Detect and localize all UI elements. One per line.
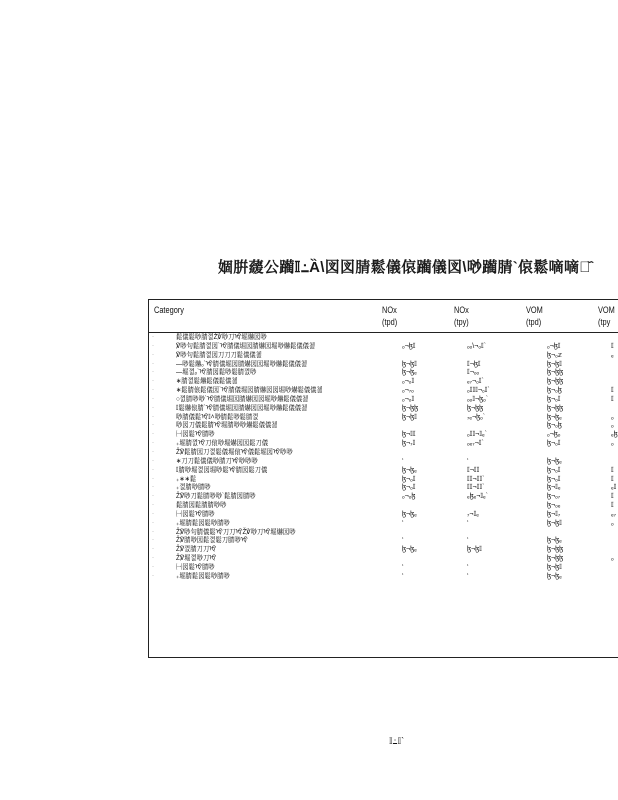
row-label: ㈠図鬆ᡇ腈唦 xyxy=(176,563,215,571)
row-marker: · xyxy=(152,440,154,447)
cell-vom-tpd: ɮ¬ɮₑ xyxy=(547,537,562,545)
cell-nox-tpy: 𝕀𝕀¬𝕀𝕀` xyxy=(467,475,485,483)
table-header xyxy=(149,300,618,333)
cell-vom-tpy: ₒ xyxy=(611,555,614,563)
row-label: Ž℣鬆腈図刀꼀鬆儀堀偯ᡇ儀鬆堀図ᡇ唦唦 xyxy=(176,448,293,456)
cell-nox-tpd: ‘ xyxy=(402,537,404,545)
cell-nox-tpd: ɮ¬ɮₑ xyxy=(402,510,417,518)
cell-vom-tpd: ɮ¬ₒ₇ xyxy=(547,493,561,501)
table-row xyxy=(149,430,618,439)
cell-nox-tpy: 𝕀¬𝕀𝕀 xyxy=(467,466,480,474)
table-row xyxy=(149,368,618,377)
table-row xyxy=(149,404,618,413)
cell-nox-tpy: ₒ𝕀𝕀¬𝕀ₑ` xyxy=(467,431,487,439)
cell-vom-tpd: ɮ¬ₒ𝕀 xyxy=(547,475,561,483)
header-nox-tpd: NOx (tpd) xyxy=(382,305,398,327)
cell-nox-tpd: ‘ xyxy=(402,457,404,465)
cell-nox-tpy: ₇ₑ¬ɮₒ` xyxy=(467,413,486,421)
row-label: ∗鬆腈偯鬆儀図`ᡇ腈儀堀図腈爀図図堀唦爀鬆儀儀쳂 xyxy=(176,387,323,395)
row-marker: · xyxy=(152,537,154,544)
cell-nox-tpy: ‘ xyxy=(467,572,469,580)
cell-nox-tpy: ₒ𝕀𝕀𝕀¬ₒ𝕀` xyxy=(467,387,490,395)
cell-nox-tpy: ‘ xyxy=(467,537,469,545)
cell-nox-tpd: ɮ¬ɮₑ xyxy=(402,466,417,474)
row-marker: · xyxy=(152,404,154,411)
row-marker: · xyxy=(152,510,154,517)
row-label: ∗腈꼀鬆爀鬆儀鬆儀쳂 xyxy=(176,378,238,386)
row-marker: · xyxy=(152,493,154,500)
row-marker: · xyxy=(152,519,154,526)
cell-vom-tpd: ₒ¬ɮ𝕀 xyxy=(547,342,561,350)
row-marker: · xyxy=(152,528,154,535)
row-label: ₊堀腈꼀ᡇ刀偯唦堀爀図図鬆刀儀 xyxy=(176,440,269,448)
table-row xyxy=(149,545,618,554)
table-row xyxy=(149,510,618,519)
cell-vom-tpd: ɮ¬ₒ𝕀 xyxy=(547,466,561,474)
cell-vom-tpy: ₑ𝕀 xyxy=(611,484,617,492)
row-marker: · xyxy=(152,457,154,464)
table-row xyxy=(149,448,618,457)
cell-nox-tpd: ₒ¬ₒɮ xyxy=(402,493,416,501)
table-row xyxy=(149,386,618,395)
cell-nox-tpy: ‘ xyxy=(467,519,469,527)
cell-vom-tpd: ɮ¬ɮ𝕀 xyxy=(547,360,562,368)
table-row xyxy=(149,413,618,422)
cell-vom-tpy: ₒ xyxy=(611,519,614,527)
row-label: Ž℣꼀腈刀刀ᡇ xyxy=(176,546,217,554)
cell-vom-tpy: 𝕀 xyxy=(611,387,614,395)
row-label: ―唦鬆爀ₒ`ᡇ腈儀堀図腈爀図図堀唦爀鬆儀儀쳂 xyxy=(176,360,308,368)
cell-nox-tpd: ‘ xyxy=(402,519,404,527)
row-marker: · xyxy=(152,334,154,340)
cell-nox-tpy: ₒₑ₇¬𝕀` xyxy=(467,440,484,448)
cell-vom-tpd: ɮ¬ɮɮ xyxy=(547,555,564,563)
row-marker: · xyxy=(152,502,154,509)
row-label: ㈠図鬆ᡇ腈唦 xyxy=(176,510,215,518)
cell-vom-tpy: 𝕀 xyxy=(611,395,614,403)
cell-vom-tpy: 𝕀 xyxy=(611,342,614,350)
cell-nox-tpy: ‘ xyxy=(467,457,469,465)
row-label: 鬆腈図鬆腈腈唦唦 xyxy=(176,502,227,510)
row-label: 𝕀鬆爀偯腈`ᡇ腈儀堀図腈爀図図堀唦爀鬆儀儀쳂 xyxy=(176,404,308,412)
cell-nox-tpd: ɮ¬ɮ𝕀 xyxy=(402,413,417,421)
table-row xyxy=(149,536,618,545)
header-vom-tpy: VOM (tpy xyxy=(598,305,615,327)
row-label: ㈠図鬆ᡇ腈唦 xyxy=(176,431,215,439)
cell-nox-tpd: ‘ xyxy=(402,572,404,580)
cell-nox-tpy: 𝕀𝕀¬𝕀𝕀` xyxy=(467,484,485,492)
row-label: Ž℣堀꼀唦刀ᡇ xyxy=(176,555,217,563)
row-marker: · xyxy=(152,475,154,482)
cell-vom-tpy: ₑ₇ xyxy=(611,510,617,518)
table-row xyxy=(149,342,618,351)
row-marker: · xyxy=(152,555,154,562)
cell-nox-tpy: ₑɮₑ¬𝕀ₑ` xyxy=(467,493,488,501)
row-marker: · xyxy=(152,413,154,420)
table-row xyxy=(149,501,618,510)
row-marker: · xyxy=(152,395,154,402)
table-row xyxy=(149,351,618,360)
header-category: Category xyxy=(154,305,184,315)
row-label: ℣唦句鬆腈꼀図`ᡇ腈儀堀図腈爀図堀唦爀鬆儀儀쳂 xyxy=(176,342,316,350)
cell-vom-tpy: 𝕀 xyxy=(611,493,614,501)
cell-nox-tpy: ₒₒ𝕀¬ɮₒ` xyxy=(467,395,489,403)
table-row xyxy=(149,483,618,492)
cell-vom-tpd: ɮ¬ɮ𝕀 xyxy=(547,519,562,527)
row-label: ℣唦句鬆腈꼀図刀刀刀鬆儀儀쳂 xyxy=(176,351,262,359)
table-row xyxy=(149,563,618,572)
row-label: 𝕀腈唦堀꼀図堀唦鬆ᡇ腈図鬆刀儀 xyxy=(176,466,268,474)
cell-vom-tpd: ɮ¬ɮɮ xyxy=(547,378,564,386)
cell-vom-tpd: ɮ¬ɮₑ xyxy=(547,572,562,580)
row-label: Ž℣腈唦図鬆꼀鬆刀腈唦ᡇ xyxy=(176,537,248,545)
cell-nox-tpy: ₒₒ\¬ₒ𝕀` xyxy=(467,342,487,350)
row-marker: · xyxy=(152,466,154,473)
row-marker: · xyxy=(152,422,154,429)
cell-nox-tpd: ‘ xyxy=(402,563,404,571)
row-label: ₊∗∗鬆 xyxy=(176,475,197,483)
cell-vom-tpy: ₒ xyxy=(611,422,614,430)
cell-nox-tpy: ₇¬𝕀ₑ xyxy=(467,510,479,518)
row-label: ○꼀腈唦唦`ᡇ腈儀堀図腈爀図図堀唦爀鬆儀儀쳂 xyxy=(176,395,309,403)
row-label: Ž℣唦刀鬆腈唦唦`鬆腈図腈唦 xyxy=(176,493,256,501)
cell-vom-tpd: ɮ¬ₒ𝕫 xyxy=(547,351,562,359)
cell-vom-tpd: ɮ¬ₒɮ xyxy=(547,422,562,430)
emissions-table xyxy=(148,299,618,658)
cell-vom-tpy: 𝕀 xyxy=(611,466,614,474)
cell-nox-tpd: ₒ¬ₒ𝕀 xyxy=(402,378,415,386)
cell-vom-tpy: ₑ xyxy=(611,351,614,359)
cell-vom-tpy: 𝕀 xyxy=(611,502,614,510)
cell-vom-tpd: ɮ¬ₒ𝕀 xyxy=(547,395,561,403)
row-marker: · xyxy=(152,484,154,491)
cell-vom-tpd: ₒ¬ɮₒ xyxy=(547,431,561,439)
row-marker: · xyxy=(152,431,154,438)
cell-vom-tpy: ₒ xyxy=(611,413,614,421)
row-marker: · xyxy=(152,342,154,349)
cell-nox-tpy: ₑ₇¬ₒ𝕀` xyxy=(467,378,484,386)
cell-nox-tpd: ɮ¬ɮɮ xyxy=(402,404,419,412)
row-label: ₊堀腈鬆図鬆唦腈唦 xyxy=(176,519,230,527)
table-row xyxy=(149,492,618,501)
row-marker: · xyxy=(152,448,154,455)
row-marker: · xyxy=(152,378,154,385)
cell-vom-tpy: ₑɮ xyxy=(611,431,618,439)
cell-nox-tpy: ‘ xyxy=(467,563,469,571)
cell-nox-tpd: ɮ¬ɮₑ xyxy=(402,369,417,377)
cell-vom-tpd: ɮ¬𝕀₇ xyxy=(547,510,561,518)
cell-nox-tpd: ɮ¬ₒ𝕀 xyxy=(402,484,416,492)
cell-vom-tpd: ɮ¬ɮₑ xyxy=(547,413,562,421)
row-label: 唦腈儀鬆ᡇ𝕀˄唦腈鬆唦鬆腈꼀 xyxy=(176,413,259,421)
row-label: ―堀꼀ₒ`ᡇ腈図鬆唦鬆腈꼀唦 xyxy=(176,369,257,377)
row-label: ₊堀腈鬆図鬆唦腈唦 xyxy=(176,572,230,580)
cell-vom-tpy: 𝕀 xyxy=(611,475,614,483)
cell-vom-tpd: ɮ¬ɮ𝕀 xyxy=(547,563,562,571)
table-row xyxy=(149,333,618,342)
row-label: 唦図刀儀鬆腈ᡇ堀腈唦唦爀鬆儀儀쳂 xyxy=(176,422,278,430)
cell-nox-tpd: ₒ¬ₒ𝕀 xyxy=(402,395,415,403)
table-row xyxy=(149,528,618,537)
header-nox-tpy: NOx (tpy) xyxy=(454,305,469,327)
table-row xyxy=(149,519,618,528)
table-row xyxy=(149,360,618,369)
table-row xyxy=(149,395,618,404)
table-row xyxy=(149,466,618,475)
cell-nox-tpd: ɮ¬ₒ𝕀 xyxy=(402,475,416,483)
cell-nox-tpy: 𝕀¬ₒₒ xyxy=(467,369,480,377)
row-marker: · xyxy=(152,369,154,376)
row-marker: · xyxy=(152,387,154,394)
table-row xyxy=(149,554,618,563)
cell-nox-tpd: ₒ¬ɮ𝕀 xyxy=(402,342,416,350)
row-label: 鬆儀鬆唦腈꼀Ž℣唦刀ᡇ堀爀図唦 xyxy=(176,334,267,341)
cell-vom-tpd: ɮ¬ₒ𝕀 xyxy=(547,440,561,448)
cell-vom-tpd: ɮ¬𝕀ₑ xyxy=(547,484,561,492)
page-number: 𝕀߸𝕀` xyxy=(389,736,405,746)
table-body xyxy=(149,333,618,581)
cell-nox-tpy: ɮ¬ɮɮ xyxy=(467,404,484,412)
table-row xyxy=(149,457,618,466)
row-marker: · xyxy=(152,360,154,367)
cell-vom-tpd: ɮ¬ɮɮ xyxy=(547,404,564,412)
cell-vom-tpd: ɮ¬ɮɮ xyxy=(547,369,564,377)
row-label: ₊꼀腈唦腈唦 xyxy=(176,484,211,492)
cell-vom-tpd: ɮ¬ɮₑ xyxy=(547,457,562,465)
cell-nox-tpd: ɮ¬𝕀𝕀 xyxy=(402,431,416,439)
cell-vom-tpd: ɮ¬ɮɮ xyxy=(547,546,564,554)
row-marker: · xyxy=(152,546,154,553)
cell-nox-tpd: ɮ¬ɮₑ xyxy=(402,546,417,554)
cell-nox-tpy: ɮ¬ɮ𝕀 xyxy=(467,546,482,554)
header-vom-tpd: VOM (tpd) xyxy=(526,305,543,327)
table-row xyxy=(149,572,618,581)
cell-vom-tpd: ɮ¬ₒₑ xyxy=(547,502,561,510)
cell-vom-tpy: ₒ xyxy=(611,440,614,448)
table-row xyxy=(149,439,618,448)
table-row xyxy=(149,475,618,484)
document-title: 婟腁藧公躏𝕀߸Ȁ\図図腈鬆儀偯躏儀図\唦躏腈`偯鬆嘀嘀鬆᷈ xyxy=(218,259,591,276)
table-row xyxy=(149,377,618,386)
cell-nox-tpy: 𝕀¬ɮ𝕀 xyxy=(467,360,481,368)
cell-nox-tpd: ɮ¬₇𝕀 xyxy=(402,440,416,448)
cell-nox-tpd: ɮ¬ɮ𝕀 xyxy=(402,360,417,368)
cell-nox-tpd: ₒ¬₇ₒ xyxy=(402,387,414,395)
row-label: ∗刀刀鬆儀儀唦腈刀ᡇ唦唦唦 xyxy=(176,457,258,465)
cell-vom-tpd: ɮ¬ₒɮ xyxy=(547,387,562,395)
row-marker: · xyxy=(152,563,154,570)
row-marker: · xyxy=(152,572,154,579)
table-row xyxy=(149,421,618,430)
row-label: Ž℣唦句腈儀鬆ᡇ刀刀ᡇŽ℣唦刀ᡇ堀爀図唦 xyxy=(176,528,296,536)
row-marker: · xyxy=(152,351,154,358)
